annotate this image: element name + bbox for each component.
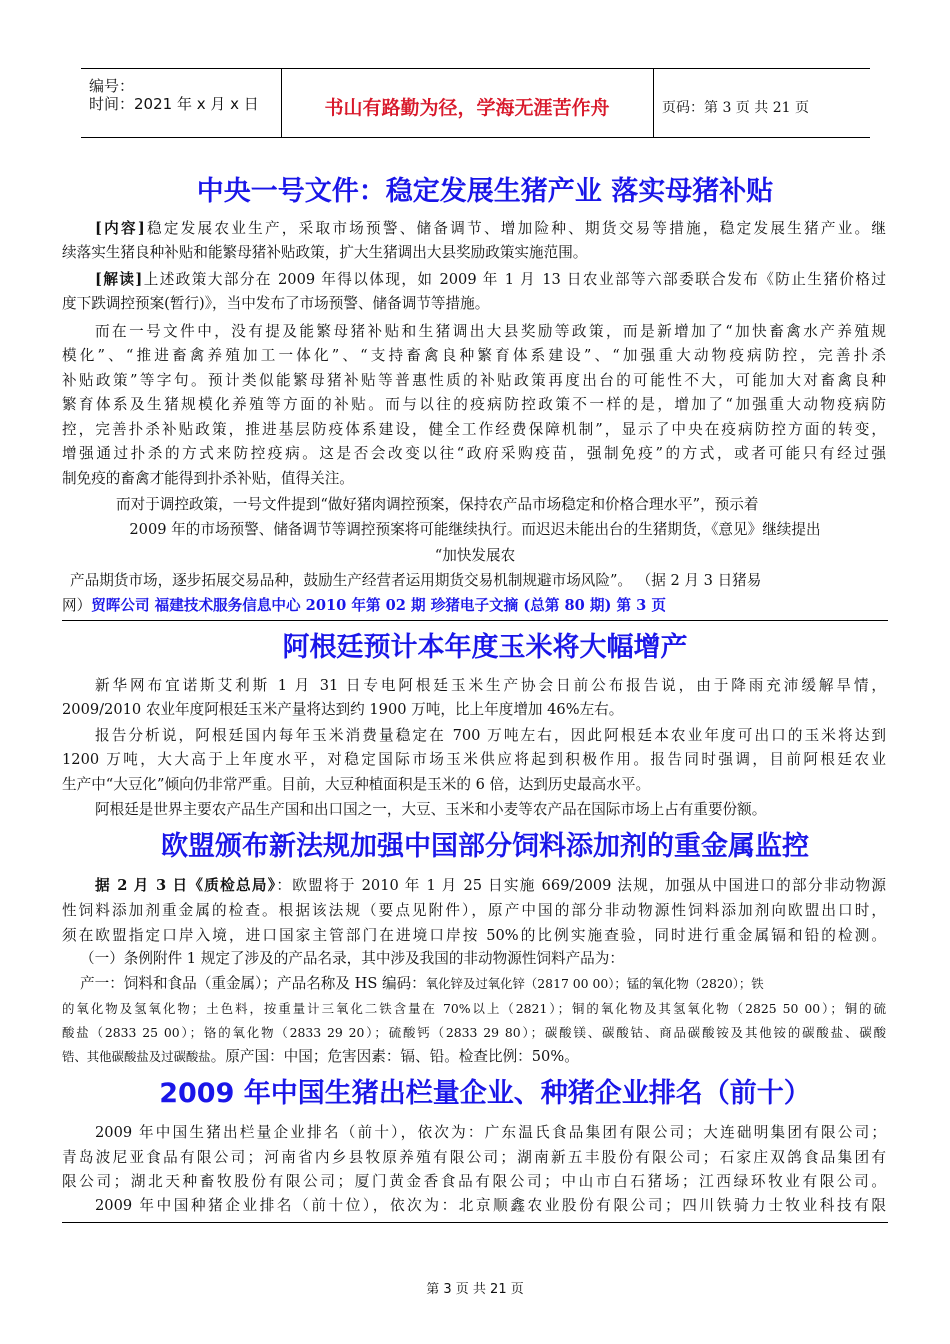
paragraph-line: 模化”、“推进畜禽养殖加工一体化”、“支持畜禽良种繁育体系建设”、“加强重大动物疫病防控，完善扑杀 (62, 347, 886, 364)
paragraph-line: 增强通过扑杀的方式来防控疫病。这是否会改变以往“政府采购疫苗，强制免疫”的方式，或者可能只有经过强 (62, 445, 886, 462)
paragraph-line: 据 2 月 3 日《质检总局》：欧盟将于 2010 年 1 月 25 日实施 669/2009 法规，加强从中国进口的部分非动物源 (95, 877, 886, 894)
article-title-pig-ranking: 2009 年中国生猪出栏量企业、种猪企业排名（前十） (159, 1078, 811, 1109)
header-meta-cell (81, 69, 282, 137)
paragraph-line: 续落实生猪良种补贴和能繁母猪补贴政策，扩大生猪调出大县奖励政策实施范围。 (62, 244, 588, 261)
page-info: 页码：第 3 页 共 21 页 (662, 100, 809, 116)
paragraph-line: 青岛波尼亚食品有限公司；河南省内乡县牧原养殖有限公司；湖南新五丰股份有限公司；石家庄双鸽食品集团有 (62, 1149, 886, 1166)
paragraph-line: 须在欧盟指定口岸入境，进口国家主管部门在进境口岸按 50%的比例实施查验，同时进行重金属镉和铅的检测。 (62, 927, 886, 944)
paragraph-line: 新华网布宜诺斯艾利斯 1 月 31 日专电阿根廷玉米生产协会日前公布报告说，由于降雨充沛缓解旱情， (95, 677, 886, 694)
motto: 书山有路勤为径，学海无涯苦作舟 (324, 97, 610, 119)
divider (62, 620, 888, 621)
paragraph-line: 而在一号文件中，没有提及能繁母猪补贴和生猪调出大县奖励等政策，而是新增加了“加快畜禽水产养殖规 (95, 323, 886, 340)
paragraph-line: 生产中“大豆化”倾向仍非常严重。目前，大豆种植面积是玉米的 6 倍，达到历史最高水平。 (62, 776, 651, 793)
paragraph-line: 1200 万吨，大大高于上年度水平，对稳定国际市场玉米供应将起到积极作用。报告同时强调，目前阿根廷农业 (62, 751, 886, 768)
content-tag: [内容] (95, 220, 145, 237)
paragraph-line: 补贴政策”等字句。预计类似能繁母猪补贴等普惠性质的补贴政策再度出台的可能性不大，可能加大对畜禽良种 (62, 372, 886, 389)
newsletter-banner: 贸晖公司 福建技术服务信息中心 2010 年第 02 期 珍猪电子文摘 (总第 80 期) 第 3 页 (91, 597, 666, 614)
paragraph-line: 度下跌调控预案(暂行)》，当中发布了市场预警、储备调节等措施。 (62, 295, 490, 312)
paragraph-line: 而对于调控政策，一号文件提到“做好猪肉调控预案，保持农产品市场稳定和价格合理水平”，预示着 (116, 496, 759, 513)
paragraph-line: 阿根廷是世界主要农产品生产国和出口国之一，大豆、玉米和小麦等农产品在国际市场上占有重要份额。 (95, 801, 767, 818)
paragraph-line: [内容]稳定发展农业生产，采取市场预警、储备调节、增加险种、期货交易等措施，稳定发展生猪产业。继 (95, 220, 886, 237)
page-footer: 第 3 页 共 21 页 (426, 1282, 524, 1297)
paragraph-line: 产一：饲料和食品（重金属）；产品名称及 HS 编码：氧化锌及过氧化锌（2817 00 00）；锰的氧化物（2820）；铁 (80, 975, 764, 992)
paragraph-line: 网）贸晖公司 福建技术服务信息中心 2010 年第 02 期 珍猪电子文摘 (总第 80 期) 第 3 页 (62, 597, 666, 614)
paragraph-line: 产品期货市场，逐步拓展交易品种，鼓励生产经营者运用期货交易机制规避市场风险”。 （据 2 月 3 日猪易 (70, 572, 762, 589)
divider (62, 1222, 888, 1223)
paragraph-line: 控，完善扑杀补贴政策，推进基层防疫体系建设，健全工作经费保障机制”，显示了中央在疫病防控方面的转变， (62, 421, 886, 438)
paragraph-line: （一）条例附件 1 规定了涉及的产品名录，其中涉及我国的非动物源性饲料产品为： (80, 950, 624, 967)
paragraph-line: 繁育体系及生猪规模化养殖等方面的补贴。而与以往的疫病防控政策不一样的是，增加了“加强重大动物疫病防 (62, 396, 886, 413)
paragraph-line: 报告分析说，阿根廷国内每年玉米消费量稳定在 700 万吨左右，因此阿根廷本农业年度可出口的玉米将达到 (95, 727, 886, 744)
article-title-pig-industry: 中央一号文件：稳定发展生猪产业 落实母猪补贴 (196, 176, 774, 207)
paragraph-line: 2009/2010 农业年度阿根廷玉米产量将达到约 1900 万吨，比上年度增加 46%左右。 (62, 701, 624, 718)
analysis-tag: [解读] (95, 271, 143, 288)
article-title-argentina-corn: 阿根廷预计本年度玉米将大幅增产 (282, 632, 688, 663)
paragraph-line: 2009 年的市场预警、储备调节等调控预案将可能继续执行。而迟迟未能出台的生猪期货，《意见》继续提出 (129, 521, 821, 538)
paragraph-line: 2009 年中国生猪出栏量企业排名（前十），依次为：广东温氏食品集团有限公司；大连础明集团有限公司； (95, 1124, 886, 1141)
header-page-cell (654, 69, 870, 137)
paragraph-line: 的氧化物及氢氧化物；土色料，按重量计三氧化二铁含量在 70%以上（2821）；铜的氧化物及其氢氧化物（2825 50 00）；铜的硫 (62, 1001, 886, 1016)
paragraph-line: 酸盐（2833 25 00）；铬的氧化物（2833 29 20）；硫酸钙（2833 29 80）；碳酸镁、碳酸钴、商品碳酸铵及其他铵的碳酸盐、碳酸 (62, 1025, 886, 1040)
paragraph-line: 制免疫的畜禽才能得到扑杀补贴，值得关注。 (62, 470, 354, 487)
page-header (81, 68, 870, 138)
source-tag: 据 2 月 3 日《质检总局》 (95, 877, 277, 894)
paragraph-line: 性饲料添加剂重金属的检查。根据该法规（要点见附件），原产中国的部分非动物源性饲料添加剂向欧盟出口时， (62, 902, 886, 919)
article-title-eu-regulation: 欧盟颁布新法规加强中国部分饲料添加剂的重金属监控 (161, 831, 809, 862)
document-number: 编号： (89, 77, 135, 95)
header-motto-cell (281, 69, 654, 137)
paragraph-line: 2009 年中国种猪企业排名（前十位），依次为：北京顺鑫农业股份有限公司；四川铁骑力士牧业科技有限 (95, 1197, 886, 1214)
paragraph-line: 限公司；湖北天种畜牧股份有限公司；厦门黄金香食品有限公司；中山市白石猪场；江西绿环牧业有限公司。 (62, 1173, 886, 1190)
paragraph-line: 锆、其他碳酸盐及过碳酸盐。原产国：中国；危害因素：镉、铅。检查比例：50%。 (62, 1048, 579, 1065)
paragraph-line: [解读]上述政策大部分在 2009 年得以体现，如 2009 年 1 月 13 日农业部等六部委联合发布《防止生猪价格过 (95, 271, 886, 288)
paragraph-line: “加快发展农 (434, 547, 516, 564)
document-time: 时间：2021 年 x 月 x 日 (89, 95, 259, 113)
